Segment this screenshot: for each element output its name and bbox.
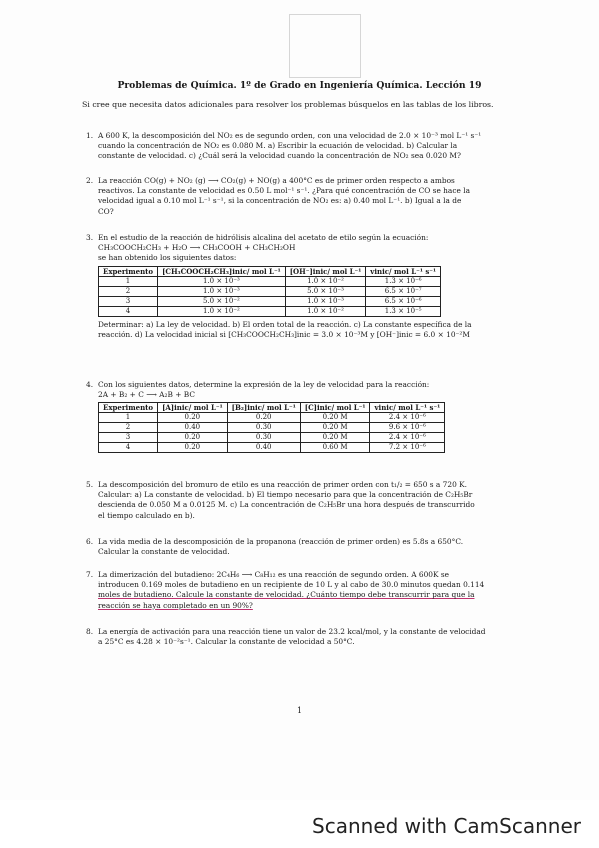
problem-line: velocidad igual a 0.10 mol L⁻¹ s⁻¹, si la concentración de NO₂ es: a) 0.40 mol L⁻¹. b) Igual a la de bbox=[98, 196, 462, 206]
problem-line: cuando la concentración de NO₂ es 0.080 M. a) Escribir la ecuación de velocidad. b) Calcular la bbox=[98, 141, 458, 151]
problem-line: Calcular: a) La constante de velocidad. b) El tiempo necesario para que la concentración de C₂H₅Br bbox=[98, 490, 473, 500]
table-cell: 1.3 × 10⁻⁵ bbox=[366, 306, 441, 316]
document-title: Problemas de Química. 1º de Grado en Ingeniería Química. Lección 19 bbox=[117, 80, 482, 91]
table-cell: 0.20 bbox=[158, 413, 228, 423]
table-header: [B₂]inic/ mol L⁻¹ bbox=[227, 403, 300, 413]
table-cell: 6.5 × 10⁻⁶ bbox=[366, 296, 441, 306]
problem-6 bbox=[86, 537, 520, 557]
table-header: vinic/ mol L⁻¹ s⁻¹ bbox=[366, 266, 441, 276]
problem-line: se han obtenido los siguientes datos: bbox=[98, 253, 237, 263]
problem-number: 1. bbox=[86, 131, 94, 140]
table-cell: 0.20 M bbox=[300, 423, 370, 433]
problem-line: reactivos. La constante de velocidad es 0.50 L mol⁻¹ s⁻¹. ¿Para qué concentración de CO se hace la bbox=[98, 186, 470, 196]
table-cell: 5.0 × 10⁻³ bbox=[285, 286, 366, 296]
table-cell: 0.60 M bbox=[300, 443, 370, 453]
problem-3 bbox=[86, 233, 520, 340]
table-cell: 1.0 × 10⁻² bbox=[285, 306, 366, 316]
problem-5 bbox=[86, 480, 520, 521]
table-row bbox=[99, 276, 441, 286]
table-row bbox=[99, 286, 441, 296]
problem-line: constante de velocidad. c) ¿Cuál será la velocidad cuando la concentración de NO₂ sea 0.020 M? bbox=[98, 151, 461, 161]
table-cell: 1.0 × 10⁻² bbox=[158, 306, 286, 316]
table-cell: 0.20 bbox=[227, 413, 300, 423]
problem-number: 3. bbox=[86, 233, 94, 242]
table-header: [A]inic/ mol L⁻¹ bbox=[158, 403, 228, 413]
problem-line: A 600 K, la descomposición del NO₂ es de segundo orden, con una velocidad de 2.0 × 10⁻³ mol L⁻¹ s⁻¹ bbox=[98, 131, 482, 140]
problem-number: 4. bbox=[86, 380, 94, 389]
table-cell: 0.20 M bbox=[300, 413, 370, 423]
table-cell: 0.30 bbox=[227, 433, 300, 443]
table-cell: 0.20 M bbox=[300, 433, 370, 443]
table-header: [OH⁻]inic/ mol L⁻¹ bbox=[285, 266, 366, 276]
table-header: [CH₃COOCH₂CH₃]inic/ mol L⁻¹ bbox=[158, 266, 286, 276]
problem-7 bbox=[86, 570, 520, 611]
table-cell: 1.0 × 10⁻³ bbox=[158, 286, 286, 296]
table-cell: 7.2 × 10⁻⁶ bbox=[370, 443, 445, 453]
data-table-3 bbox=[98, 266, 441, 317]
problem-8 bbox=[86, 627, 520, 647]
table-cell: 4 bbox=[99, 443, 158, 453]
problem-4 bbox=[86, 380, 520, 456]
table-cell: 1.0 × 10⁻³ bbox=[285, 296, 366, 306]
intro-text: Si cree que necesita datos adicionales para resolver los problemas búsquelos en las tablas de los libros. bbox=[82, 100, 494, 109]
page-number: 1 bbox=[296, 706, 303, 715]
problem-number: 2. bbox=[86, 176, 94, 185]
problem-line: La reacción CO(g) + NO₂ (g) ⟶ CO₂(g) + NO(g) a 400°C es de primer orden respecto a ambos bbox=[98, 176, 455, 185]
problem-line: el tiempo calculado en b). bbox=[98, 510, 195, 520]
table-cell: 0.20 bbox=[158, 433, 228, 443]
table-cell: 9.6 × 10⁻⁶ bbox=[370, 423, 445, 433]
table-cell: 1.0 × 10⁻² bbox=[285, 276, 366, 286]
table-cell: 2.4 × 10⁻⁶ bbox=[370, 433, 445, 443]
table-row bbox=[99, 413, 445, 423]
table-cell: 6.5 × 10⁻⁷ bbox=[366, 286, 441, 296]
problem-line: La energía de activación para una reacción tiene un valor de 23.2 kcal/mol, y la constante de velocidad bbox=[98, 627, 486, 636]
table-cell: 2.4 × 10⁻⁶ bbox=[370, 413, 445, 423]
table-cell: 1 bbox=[99, 276, 158, 286]
table-cell: 4 bbox=[99, 306, 158, 316]
problem-line: La descomposición del bromuro de etilo es una reacción de primer orden con t₁/₂ = 650 s a 720 K. bbox=[98, 480, 468, 489]
problem-line: En el estudio de la reacción de hidrólisis alcalina del acetato de etilo según la ecuación: bbox=[98, 233, 429, 242]
table-cell: 3 bbox=[99, 296, 158, 306]
problem-line: reacción se haya completado en un 90%? bbox=[98, 600, 253, 610]
table-row bbox=[99, 433, 445, 443]
table-cell: 0.30 bbox=[227, 423, 300, 433]
reaction-equation: CH₃COOCH₂CH₃ + H₂O ⟶ CH₃COOH + CH₃CH₂OH bbox=[98, 243, 296, 253]
bleed-through-table bbox=[270, 14, 380, 84]
table-header: Experimento bbox=[99, 266, 158, 276]
reaction-equation: 2A + B₂ + C ⟶ A₂B + BC bbox=[98, 390, 196, 400]
table-cell: 0.20 bbox=[158, 443, 228, 453]
problem-line: Determinar: a) La ley de velocidad. b) El orden total de la reacción. c) La constante específica de la bbox=[98, 319, 472, 329]
problem-number: 7. bbox=[86, 570, 94, 579]
table-header: vinic/ mol L⁻¹ s⁻¹ bbox=[370, 403, 445, 413]
table-cell: 5.0 × 10⁻² bbox=[158, 296, 286, 306]
problem-line: La dimerización del butadieno: 2C₄H₆ ⟶ C₈H₁₂ es una reacción de segundo orden. A 600K se bbox=[98, 570, 450, 579]
problem-number: 6. bbox=[86, 537, 94, 546]
table-cell: 0.40 bbox=[227, 443, 300, 453]
table-cell: 1.3 × 10⁻⁶ bbox=[366, 276, 441, 286]
problem-line: introducen 0.169 moles de butadieno en un recipiente de 10 L y al cabo de 30.0 minutos quedan 0.114 bbox=[98, 580, 485, 590]
table-cell: 2 bbox=[99, 286, 158, 296]
problem-1 bbox=[86, 131, 520, 162]
table-row bbox=[99, 306, 441, 316]
table-cell: 3 bbox=[99, 433, 158, 443]
table-header: Experimento bbox=[99, 403, 158, 413]
problem-number: 8. bbox=[86, 627, 94, 636]
watermark-text: Scanned with CamScanner bbox=[312, 814, 581, 838]
table-cell: 2 bbox=[99, 423, 158, 433]
problem-line: CO? bbox=[98, 206, 114, 216]
table-row bbox=[99, 296, 441, 306]
problem-line: descienda de 0.050 M a 0.0125 M. c) La concentración de C₂H₅Br una hora después de transcurrido bbox=[98, 500, 475, 510]
problem-line: reacción. d) La velocidad inicial si [CH₃COOCH₂CH₃]inic = 3.0 × 10⁻³M y [OH⁻]inic = 6.0 × 10⁻²M bbox=[98, 329, 470, 339]
problem-2 bbox=[86, 176, 520, 217]
table-cell: 0.40 bbox=[158, 423, 228, 433]
table-row bbox=[99, 423, 445, 433]
problem-line: moles de butadieno. Calcule la constante de velocidad. ¿Cuánto tiempo debe transcurrir para que la bbox=[98, 590, 475, 600]
problem-line: Con los siguientes datos, determine la expresión de la ley de velocidad para la reacción: bbox=[98, 380, 430, 389]
table-row bbox=[99, 443, 445, 453]
problem-line: Calcular la constante de velocidad. bbox=[98, 547, 230, 557]
problem-number: 5. bbox=[86, 480, 94, 489]
table-header: [C]inic/ mol L⁻¹ bbox=[300, 403, 370, 413]
scanner-watermark bbox=[0, 800, 599, 848]
problem-line: a 25°C es 4.28 × 10⁻²s⁻¹. Calcular la constante de velocidad a 50°C. bbox=[98, 637, 355, 647]
table-cell: 1.0 × 10⁻³ bbox=[158, 276, 286, 286]
problem-line: La vida media de la descomposición de la propanona (reacción de primer orden) es 5.8s a 650°C. bbox=[98, 537, 464, 546]
table-cell: 1 bbox=[99, 413, 158, 423]
data-table-4 bbox=[98, 402, 445, 453]
